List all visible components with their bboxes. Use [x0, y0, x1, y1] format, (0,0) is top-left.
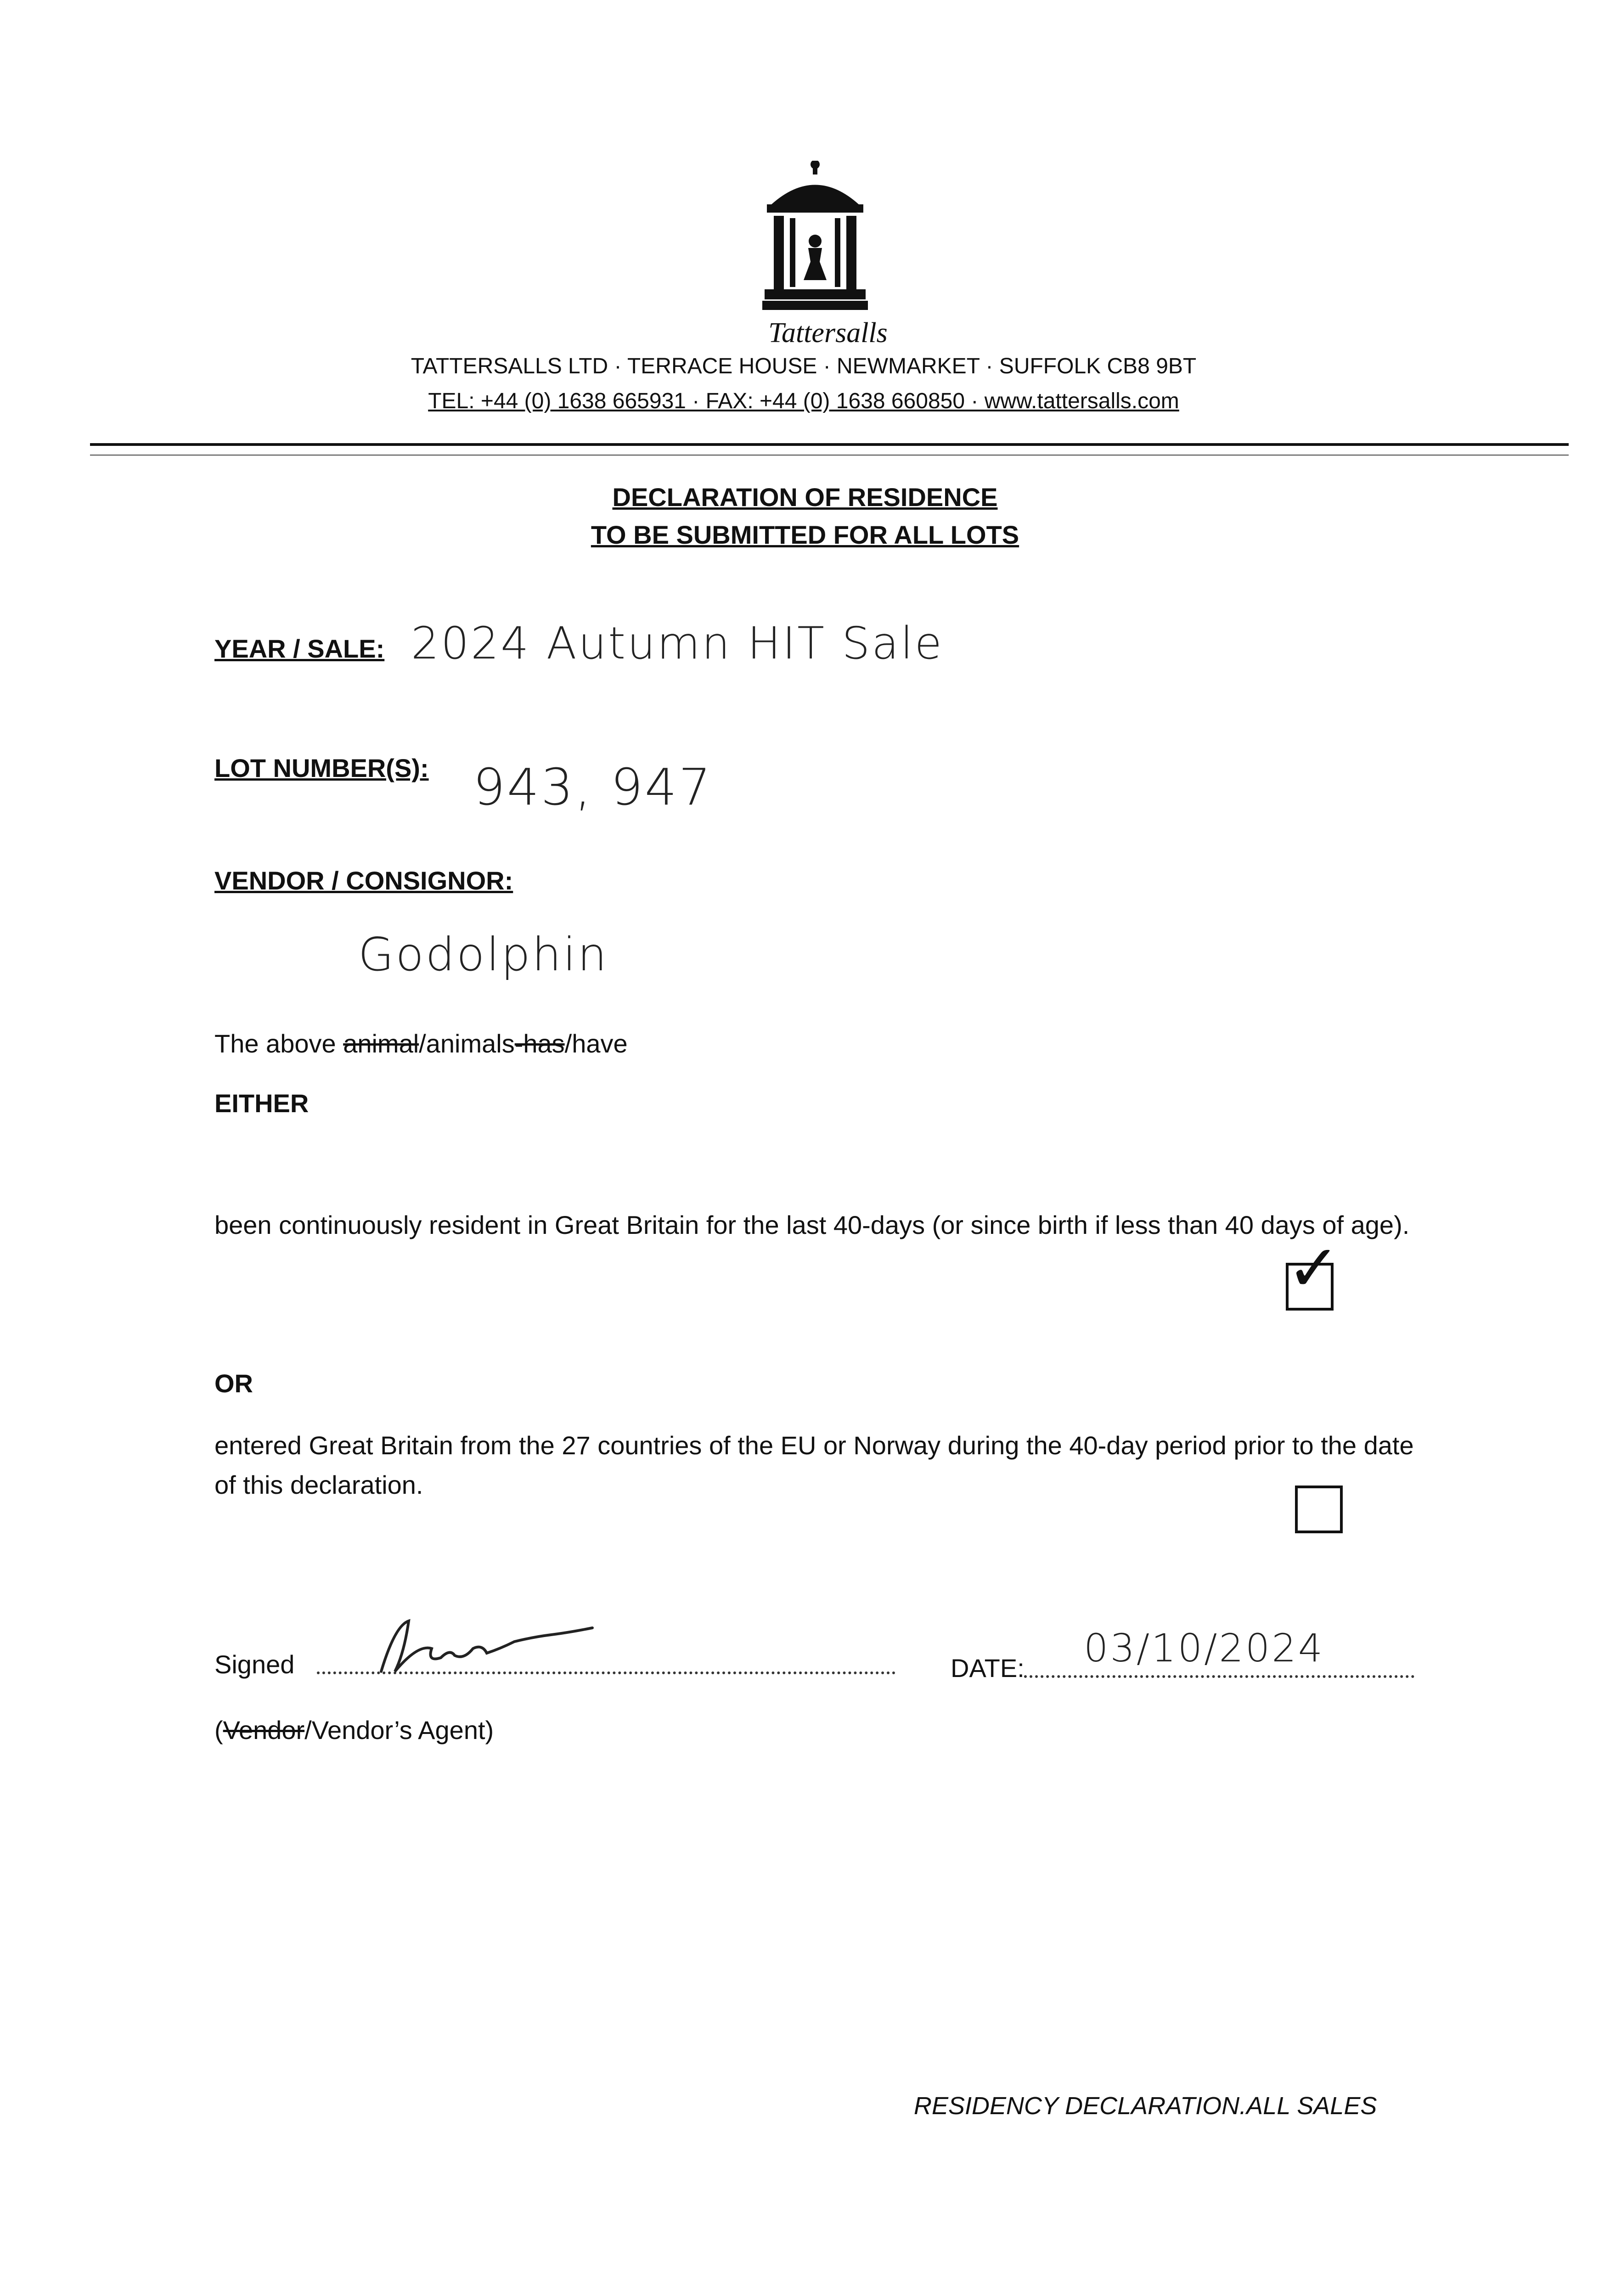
- document-subtitle: TO BE SUBMITTED FOR ALL LOTS: [591, 520, 1019, 549]
- statement-line: [214, 1024, 628, 1064]
- have-text: /have: [564, 1029, 628, 1058]
- vendor-value: Godolphin: [358, 928, 609, 981]
- signature-image: [377, 1616, 615, 1681]
- option2-text: entered Great Britain from the 27 countries of the EU or Norway during the 40-day period prior to the date of this declaration.: [214, 1431, 1414, 1499]
- option1-checkbox[interactable]: [1286, 1232, 1341, 1311]
- lot-numbers-value: 943, 947: [473, 758, 713, 816]
- role-struck-vendor: Vendor: [223, 1716, 305, 1745]
- year-sale-value: 2024 Autumn HIT Sale: [411, 618, 944, 669]
- date-value: 03/10/2024: [1084, 1626, 1325, 1671]
- brand-name: Tattersalls: [768, 317, 888, 349]
- signer-role: [214, 1711, 494, 1750]
- header-rule-secondary: [90, 455, 1569, 456]
- struck-has: -has: [514, 1029, 565, 1058]
- contact-line: TEL: +44 (0) 1638 665931 · FAX: +44 (0) 1638 660850 · www.tattersalls.com: [428, 389, 1179, 413]
- vendor-label: VENDOR / CONSIGNOR:: [214, 866, 513, 895]
- header-rule: [90, 443, 1569, 446]
- lot-numbers-label: LOT NUMBER(S):: [214, 754, 429, 782]
- statement-prefix: The above: [214, 1029, 343, 1058]
- footer-reference: RESIDENCY DECLARATION.ALL SALES: [914, 2092, 1377, 2120]
- checkmark-icon: ✓: [1287, 1232, 1341, 1304]
- role-agent: /Vendor’s Agent): [304, 1716, 494, 1745]
- document-title: DECLARATION OF RESIDENCE: [612, 483, 998, 512]
- animals-text: /animals: [419, 1029, 515, 1058]
- option2-checkbox[interactable]: [1295, 1486, 1343, 1533]
- option1-text: been continuously resident in Great Britain for the last 40-days (or since birth if less than 40 days of age).: [214, 1210, 1410, 1239]
- signed-label: Signed: [214, 1650, 295, 1679]
- date-line: [1024, 1675, 1414, 1678]
- struck-animal: animal: [343, 1029, 419, 1058]
- or-label: OR: [214, 1369, 253, 1398]
- company-contact: [276, 388, 1332, 414]
- date-label: DATE:: [951, 1654, 1025, 1683]
- year-sale-label: YEAR / SALE:: [214, 634, 385, 663]
- tattersalls-logo: [762, 161, 868, 317]
- role-open: (: [214, 1716, 223, 1745]
- company-address: TATTERSALLS LTD · TERRACE HOUSE · NEWMARKET · SUFFOLK CB8 9BT: [411, 354, 1197, 378]
- either-label: EITHER: [214, 1089, 309, 1118]
